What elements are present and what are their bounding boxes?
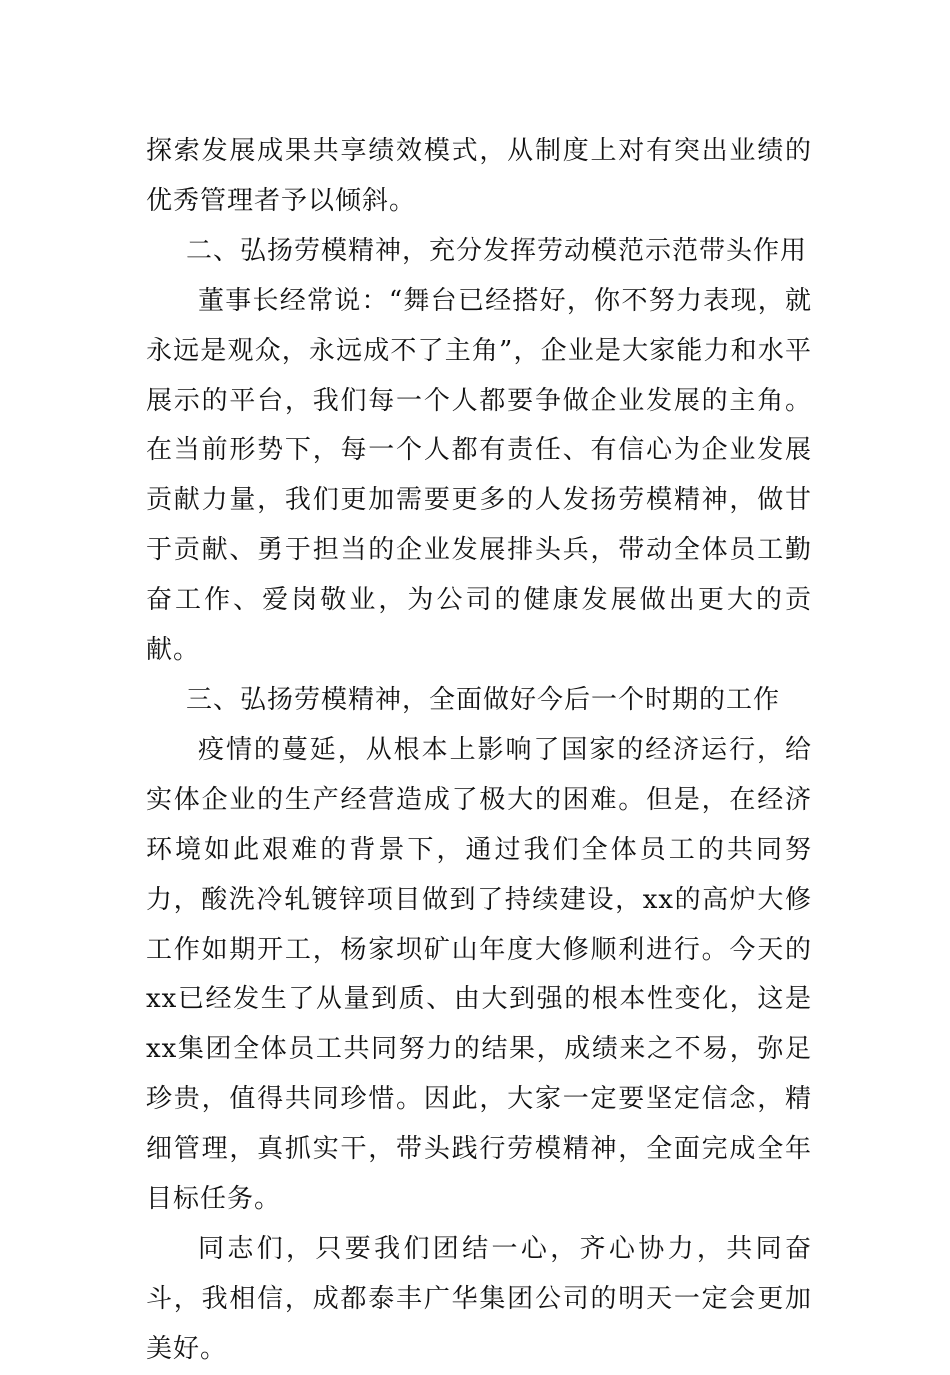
paragraph-continued: 探索发展成果共享绩效模式，从制度上对有突出业绩的优秀管理者予以倾斜。 bbox=[146, 136, 812, 216]
section-heading-three: 三、弘扬劳模精神，全面做好今后一个时期的工作 bbox=[186, 684, 781, 715]
paragraph-epidemic: 疫情的蔓延，从根本上影响了国家的经济运行，给实体企业的生产经营造成了极大的困难。但是，在经济环境如此艰难的背景下，通过我们全体员工的共同努力，酸洗冷轧镀锌项目做到了持续建设，xx的高炉大修工作如期开工，杨家坝矿山年度大修顺利进行。今天的xx已经发生了从量到质、由大到强的根本性变化，这是xx集团全体员工共同努力的结果，成绩来之不易，弥足珍贵，值得共同珍惜。因此，大家一定要坚定信念，精细管理，真抓实干，带头践行劳模精神，全面完成全年目标任务。 bbox=[146, 734, 812, 1215]
section-heading-two: 二、弘扬劳模精神，充分发挥劳动模范示范带头作用 bbox=[186, 235, 808, 266]
paragraph-chairman-quote: 董事长经常说：“舞台已经搭好，你不努力表现，就永远是观众，永远成不了主角”，企业是大家能力和水平展示的平台，我们每一个人都要争做企业发展的主角。在当前形势下，每一个人都有责任、有信心为企业发展贡献力量，我们更加需要更多的人发扬劳模精神，做甘于贡献、勇于担当的企业发展排头兵，带动全体员工勤奋工作、爱岗敬业，为公司的健康发展做出更大的贡献。 bbox=[146, 285, 812, 666]
paragraph-closing: 同志们，只要我们团结一心，齐心协力，共同奋斗，我相信，成都泰丰广华集团公司的明天一定会更加美好。 bbox=[146, 1233, 812, 1364]
document-body bbox=[146, 127, 812, 1375]
